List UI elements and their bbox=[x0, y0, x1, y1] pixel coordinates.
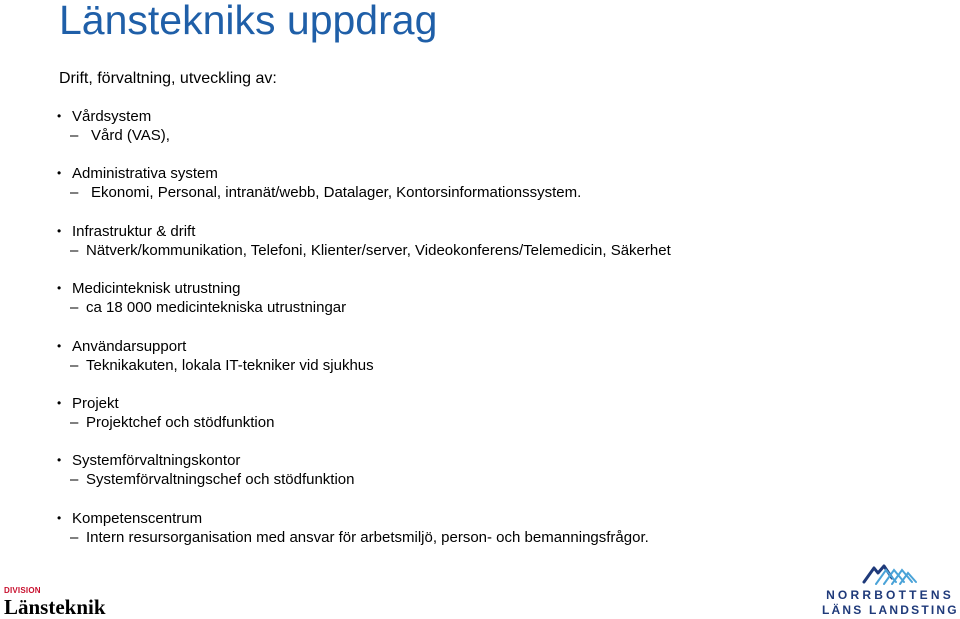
norrbotten-logo bbox=[822, 562, 958, 618]
list-item bbox=[57, 509, 937, 566]
sub-line bbox=[57, 298, 937, 317]
bullet-icon: • bbox=[57, 166, 62, 181]
bullet-line bbox=[57, 164, 937, 183]
landsting-logo-icon bbox=[862, 562, 918, 586]
division-label: DIVISION bbox=[4, 586, 41, 595]
division-logo bbox=[4, 586, 144, 618]
bullet-icon: • bbox=[57, 395, 62, 410]
bullet-list bbox=[57, 107, 937, 566]
sub-line bbox=[57, 356, 937, 375]
sub-line bbox=[57, 528, 937, 547]
sub-line bbox=[57, 413, 937, 432]
list-item bbox=[57, 164, 937, 221]
bullet-line bbox=[57, 279, 937, 298]
dash-icon: – bbox=[70, 528, 79, 546]
bullet-icon: • bbox=[57, 281, 62, 296]
item-detail: Ekonomi, Personal, intranät/webb, Datalager, Kontorsinformationssystem. bbox=[91, 184, 582, 202]
item-heading: Vårdsystem bbox=[72, 108, 152, 125]
bullet-line bbox=[57, 451, 937, 470]
dash-icon: – bbox=[70, 299, 79, 317]
dash-icon: – bbox=[70, 356, 79, 374]
item-heading: Kompetenscentrum bbox=[72, 509, 203, 527]
bullet-icon: • bbox=[57, 338, 62, 353]
organization-name: Länsteknik bbox=[4, 595, 106, 619]
list-item bbox=[57, 222, 937, 279]
bullet-icon: • bbox=[57, 109, 62, 123]
dash-icon: – bbox=[70, 127, 79, 144]
intro-text: Drift, förvaltning, utveckling av: bbox=[59, 70, 277, 87]
list-item bbox=[57, 107, 937, 164]
dash-icon: – bbox=[70, 184, 79, 202]
bullet-line bbox=[57, 394, 937, 413]
bullet-icon: • bbox=[57, 453, 62, 468]
bullet-line bbox=[57, 337, 937, 356]
item-detail: Teknikakuten, lokala IT-tekniker vid sjukhus bbox=[86, 356, 374, 374]
logo-text-lans-landsting: LÄNS LANDSTING bbox=[822, 603, 959, 617]
item-heading: Infrastruktur & drift bbox=[72, 222, 196, 240]
slide-title: Länstekniks uppdrag bbox=[59, 0, 438, 43]
item-heading: Medicinteknisk utrustning bbox=[72, 280, 241, 298]
bullet-icon: • bbox=[57, 223, 62, 238]
sub-line bbox=[57, 241, 937, 260]
item-detail: Vård (VAS), bbox=[91, 127, 170, 144]
item-heading: Systemförvaltningskontor bbox=[72, 452, 241, 470]
bullet-line bbox=[57, 509, 937, 528]
item-detail: Intern resursorganisation med ansvar för arbetsmiljö, person- och bemanningsfrågor. bbox=[86, 528, 649, 546]
bullet-line bbox=[57, 107, 937, 126]
item-heading: Användarsupport bbox=[72, 337, 187, 355]
bullet-icon: • bbox=[57, 510, 62, 525]
item-detail: Projektchef och stödfunktion bbox=[86, 413, 275, 431]
sub-line bbox=[57, 126, 937, 145]
list-item bbox=[57, 451, 937, 508]
bullet-line bbox=[57, 222, 937, 241]
list-item bbox=[57, 394, 937, 451]
list-item bbox=[57, 279, 937, 336]
item-heading: Projekt bbox=[72, 394, 119, 412]
list-item bbox=[57, 337, 937, 394]
item-detail: Systemförvaltningschef och stödfunktion bbox=[86, 471, 355, 489]
item-heading: Administrativa system bbox=[72, 165, 218, 183]
logo-text-norrbottens: NORRBOTTENS bbox=[826, 588, 954, 602]
dash-icon: – bbox=[70, 413, 79, 431]
dash-icon: – bbox=[70, 241, 79, 259]
dash-icon: – bbox=[70, 471, 79, 489]
item-detail: ca 18 000 medicintekniska utrustningar bbox=[86, 299, 347, 317]
sub-line bbox=[57, 470, 937, 489]
item-detail: Nätverk/kommunikation, Telefoni, Klienter/server, Videokonferens/Telemedicin, Säkerhet bbox=[86, 241, 671, 259]
sub-line bbox=[57, 183, 937, 202]
